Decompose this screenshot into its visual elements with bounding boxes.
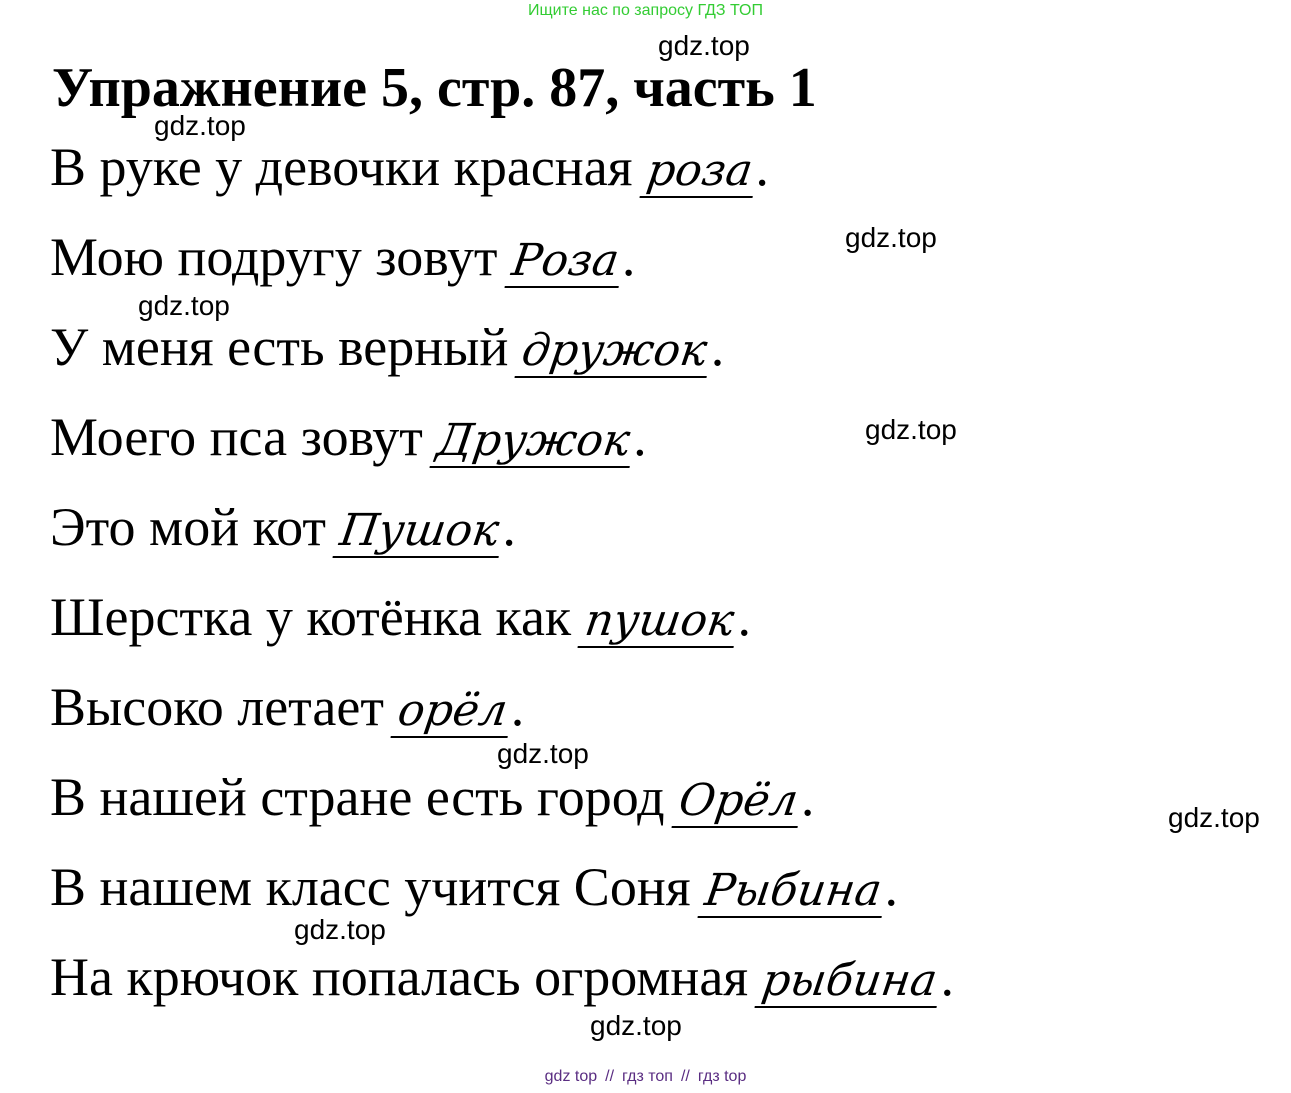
watermark: gdz.top — [590, 1010, 682, 1041]
watermark: gdz.top — [865, 414, 957, 445]
sentence-text: В нашей стране есть город — [50, 767, 665, 827]
watermark: gdz.top — [294, 914, 386, 945]
watermark: gdz.top — [845, 222, 937, 253]
sentence-2 — [50, 227, 636, 288]
handwritten-answer: роза — [639, 148, 759, 198]
footer-links — [0, 1068, 1291, 1086]
sentence-text: Это мой кот — [50, 497, 326, 557]
handwritten-answer: Рыбина — [697, 868, 888, 918]
sentence-end: . — [510, 677, 525, 737]
watermark: gdz.top — [497, 738, 589, 769]
footer-link-gdz-top-ru[interactable]: гдз топ — [622, 1068, 673, 1085]
sentence-end: . — [737, 587, 751, 647]
watermark: gdz.top — [138, 290, 230, 321]
sentence-end: . — [755, 137, 769, 197]
sentence-text: На крючок попалась огромная — [50, 947, 749, 1007]
footer-link-gdz-top-mixed[interactable]: гдз top — [697, 1068, 747, 1085]
sentence-end: . — [710, 317, 725, 377]
footer-separator: // — [680, 1068, 690, 1085]
handwritten-answer: Дружок — [429, 418, 636, 468]
handwritten-answer: дружок — [515, 328, 714, 378]
exercise-title: Упражнение 5, стр. 87, часть 1 — [52, 57, 817, 119]
sentence-text: Высоко летает — [50, 677, 384, 737]
sentence-end: . — [884, 857, 898, 917]
sentence-end: . — [940, 947, 955, 1007]
sentence-1 — [50, 137, 769, 198]
handwritten-answer: Орёл — [671, 778, 804, 828]
sentence-text: У меня есть верный — [50, 317, 509, 377]
sentence-9 — [50, 857, 898, 918]
watermark: gdz.top — [154, 110, 246, 141]
sentence-end: . — [502, 497, 516, 557]
sentence-end: . — [800, 767, 815, 827]
sentence-text: В нашем класс учится Соня — [50, 857, 691, 917]
sentence-text: Шерстка у котёнка как — [50, 587, 572, 647]
sentence-text: Моего пса зовут — [50, 407, 423, 467]
sentence-text: В руке у девочки красная — [50, 137, 633, 197]
sentence-end: . — [621, 227, 636, 287]
handwritten-answer: рыбина — [755, 958, 944, 1008]
handwritten-answer: Роза — [504, 238, 625, 288]
watermark: gdz.top — [658, 30, 750, 61]
sentence-text: Мою подругу зовут — [50, 227, 498, 287]
sentence-5 — [50, 497, 516, 558]
handwritten-answer: орёл — [390, 688, 514, 738]
sentence-6 — [50, 587, 751, 648]
sentence-7 — [50, 677, 525, 738]
footer-link-gdz-top[interactable]: gdz top — [544, 1068, 598, 1085]
sentence-8 — [50, 767, 815, 828]
sentence-4 — [50, 407, 647, 468]
footer-separator: // — [605, 1068, 615, 1085]
handwritten-answer: пушок — [578, 598, 741, 648]
sentence-10 — [50, 947, 955, 1008]
handwritten-answer: Пушок — [332, 508, 505, 558]
watermark: gdz.top — [1168, 802, 1260, 833]
sentence-end: . — [633, 407, 647, 467]
search-hint: Ищите нас по запросу ГДЗ ТОП — [528, 2, 763, 19]
sentence-3 — [50, 317, 725, 378]
